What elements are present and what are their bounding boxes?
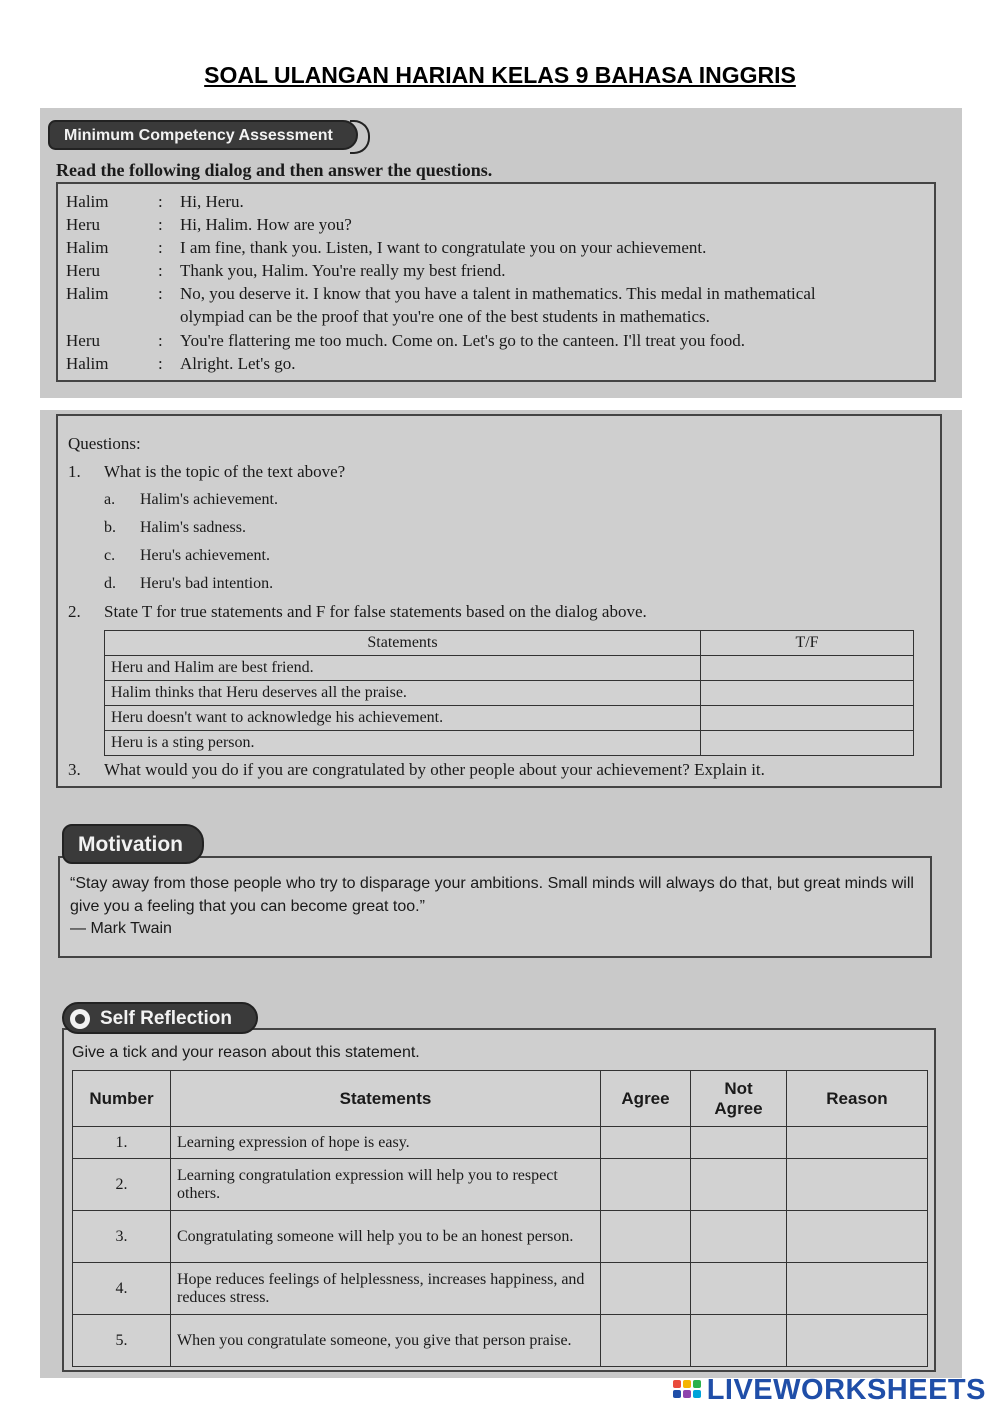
option-text[interactable]: Heru's bad intention. — [140, 575, 274, 592]
statement-cell: Halim thinks that Heru deserves all the praise. — [105, 681, 701, 706]
assessment-instruction: Read the following dialog and then answer the questions. — [56, 160, 493, 180]
dialog-speaker: Halim — [66, 354, 109, 373]
dialog-text: Hi, Heru. — [180, 192, 244, 211]
reason-cell[interactable] — [787, 1263, 928, 1315]
table-row — [73, 1315, 928, 1367]
questions-box — [56, 414, 942, 788]
reason-cell[interactable] — [787, 1315, 928, 1367]
target-icon — [70, 1009, 90, 1029]
self-reflection-title: Self Reflection — [100, 1008, 232, 1029]
dialog-text: Alright. Let's go. — [180, 354, 296, 373]
row-number: 5. — [73, 1315, 171, 1367]
statement-cell: Congratulating someone will help you to be an honest person. — [171, 1211, 601, 1263]
table-row — [105, 681, 914, 706]
question-number: 2. — [68, 602, 81, 621]
answer-cell[interactable] — [701, 706, 914, 731]
agree-cell[interactable] — [601, 1263, 691, 1315]
logo-icon — [673, 1380, 703, 1404]
header-not-agree-line2: Agree — [714, 1098, 763, 1118]
table-row — [105, 731, 914, 756]
question-text: State T for true statements and F for false statements based on the dialog above. — [104, 602, 647, 621]
header-reason: Reason — [787, 1071, 928, 1127]
questions-heading: Questions: — [68, 434, 141, 453]
not-agree-cell[interactable] — [691, 1127, 787, 1159]
row-number: 2. — [73, 1159, 171, 1211]
agree-cell[interactable] — [601, 1211, 691, 1263]
header-number: Number — [73, 1071, 171, 1127]
dialog-speaker: Halim — [66, 192, 109, 211]
dialog-text: I am fine, thank you. Listen, I want to congratulate you on your achievement. — [180, 238, 707, 257]
option-letter: d. — [104, 575, 116, 592]
table-row — [105, 656, 914, 681]
agree-cell[interactable] — [601, 1159, 691, 1211]
worksheet-section — [40, 410, 962, 1378]
dialog-speaker: Heru — [66, 331, 100, 350]
dialog-colon: : — [158, 192, 163, 211]
header-not-agree-line1: Not — [724, 1078, 753, 1098]
dialog-box — [56, 182, 936, 382]
true-false-table — [104, 630, 914, 756]
dialog-speaker: Halim — [66, 238, 109, 257]
dialog-text: olympiad can be the proof that you're one of the best students in mathematics. — [180, 307, 710, 326]
table-row — [73, 1211, 928, 1263]
dialog-speaker: Heru — [66, 261, 100, 280]
option-text[interactable]: Heru's achievement. — [140, 547, 270, 564]
option-text[interactable]: Halim's sadness. — [140, 519, 246, 536]
self-reflection-banner — [62, 1002, 258, 1034]
statement-cell: Heru is a sting person. — [105, 731, 701, 756]
dialog-text: Hi, Halim. How are you? — [180, 215, 352, 234]
dialog-text: Thank you, Halim. You're really my best friend. — [180, 261, 506, 280]
option-letter: a. — [104, 491, 116, 508]
statement-cell: Learning congratulation expression will help you to respect others. — [171, 1159, 601, 1211]
statement-cell: Heru doesn't want to acknowledge his achievement. — [105, 706, 701, 731]
dialog-colon: : — [158, 215, 163, 234]
agree-cell[interactable] — [601, 1127, 691, 1159]
option-text[interactable]: Halim's achievement. — [140, 491, 278, 508]
dialog-speaker: Heru — [66, 215, 100, 234]
table-row — [73, 1263, 928, 1315]
header-not-agree — [691, 1071, 787, 1127]
question-number: 3. — [68, 760, 81, 779]
row-number: 1. — [73, 1127, 171, 1159]
dialog-colon: : — [158, 354, 163, 373]
table-header: T/F — [701, 631, 914, 656]
statement-cell: Heru and Halim are best friend. — [105, 656, 701, 681]
self-reflection-box — [62, 1028, 936, 1372]
row-number: 4. — [73, 1263, 171, 1315]
option-letter: c. — [104, 547, 116, 564]
dialog-speaker: Halim — [66, 284, 109, 303]
table-row — [105, 706, 914, 731]
dialog-text: You're flattering me too much. Come on. Let's go to the canteen. I'll treat you food. — [180, 331, 746, 350]
agree-cell[interactable] — [601, 1315, 691, 1367]
not-agree-cell[interactable] — [691, 1159, 787, 1211]
not-agree-cell[interactable] — [691, 1315, 787, 1367]
page-title: SOAL ULANGAN HARIAN KELAS 9 BAHASA INGGRIS — [204, 62, 796, 88]
header-agree: Agree — [601, 1071, 691, 1127]
question-number: 1. — [68, 462, 81, 481]
not-agree-cell[interactable] — [691, 1263, 787, 1315]
answer-cell[interactable] — [701, 681, 914, 706]
table-header: Statements — [105, 631, 701, 656]
dialog-colon: : — [158, 261, 163, 280]
question-text: What would you do if you are congratulated by other people about your achievement? Explain it. — [104, 760, 765, 779]
reflection-instruction: Give a tick and your reason about this statement. — [72, 1044, 420, 1061]
row-number: 3. — [73, 1211, 171, 1263]
table-row — [73, 1159, 928, 1211]
quote-author: — Mark Twain — [70, 920, 172, 937]
motivation-banner: Motivation — [62, 824, 204, 864]
dialog-text: No, you deserve it. I know that you have a talent in mathematics. This medal in mathematical — [180, 284, 816, 303]
question-text: What is the topic of the text above? — [104, 462, 346, 481]
logo-text: LIVEWORKSHEETS — [706, 1374, 986, 1406]
answer-cell[interactable] — [701, 731, 914, 756]
assessment-section — [40, 108, 962, 398]
option-letter: b. — [104, 519, 116, 536]
assessment-banner: Minimum Competency Assessment — [48, 120, 358, 150]
self-reflection-table — [72, 1070, 928, 1367]
reason-cell[interactable] — [787, 1127, 928, 1159]
statement-cell: Learning expression of hope is easy. — [171, 1127, 601, 1159]
reason-cell[interactable] — [787, 1159, 928, 1211]
table-header-row — [73, 1071, 928, 1127]
motivation-box — [58, 856, 932, 958]
table-row — [73, 1127, 928, 1159]
table-header-row — [105, 631, 914, 656]
motivation-quote: “Stay away from those people who try to disparage your ambitions. Small minds will always do that, but great minds will give you a feeling that you can become great too.” — [70, 875, 914, 915]
not-agree-cell[interactable] — [691, 1211, 787, 1263]
dialog-colon: : — [158, 331, 163, 350]
dialog-colon: : — [158, 238, 163, 257]
statement-cell: Hope reduces feelings of helplessness, increases happiness, and reduces stress. — [171, 1263, 601, 1315]
reason-cell[interactable] — [787, 1211, 928, 1263]
dialog-colon: : — [158, 284, 163, 303]
statement-cell: When you congratulate someone, you give that person praise. — [171, 1315, 601, 1367]
liveworksheets-logo — [707, 1374, 986, 1407]
answer-cell[interactable] — [701, 656, 914, 681]
header-statements: Statements — [171, 1071, 601, 1127]
